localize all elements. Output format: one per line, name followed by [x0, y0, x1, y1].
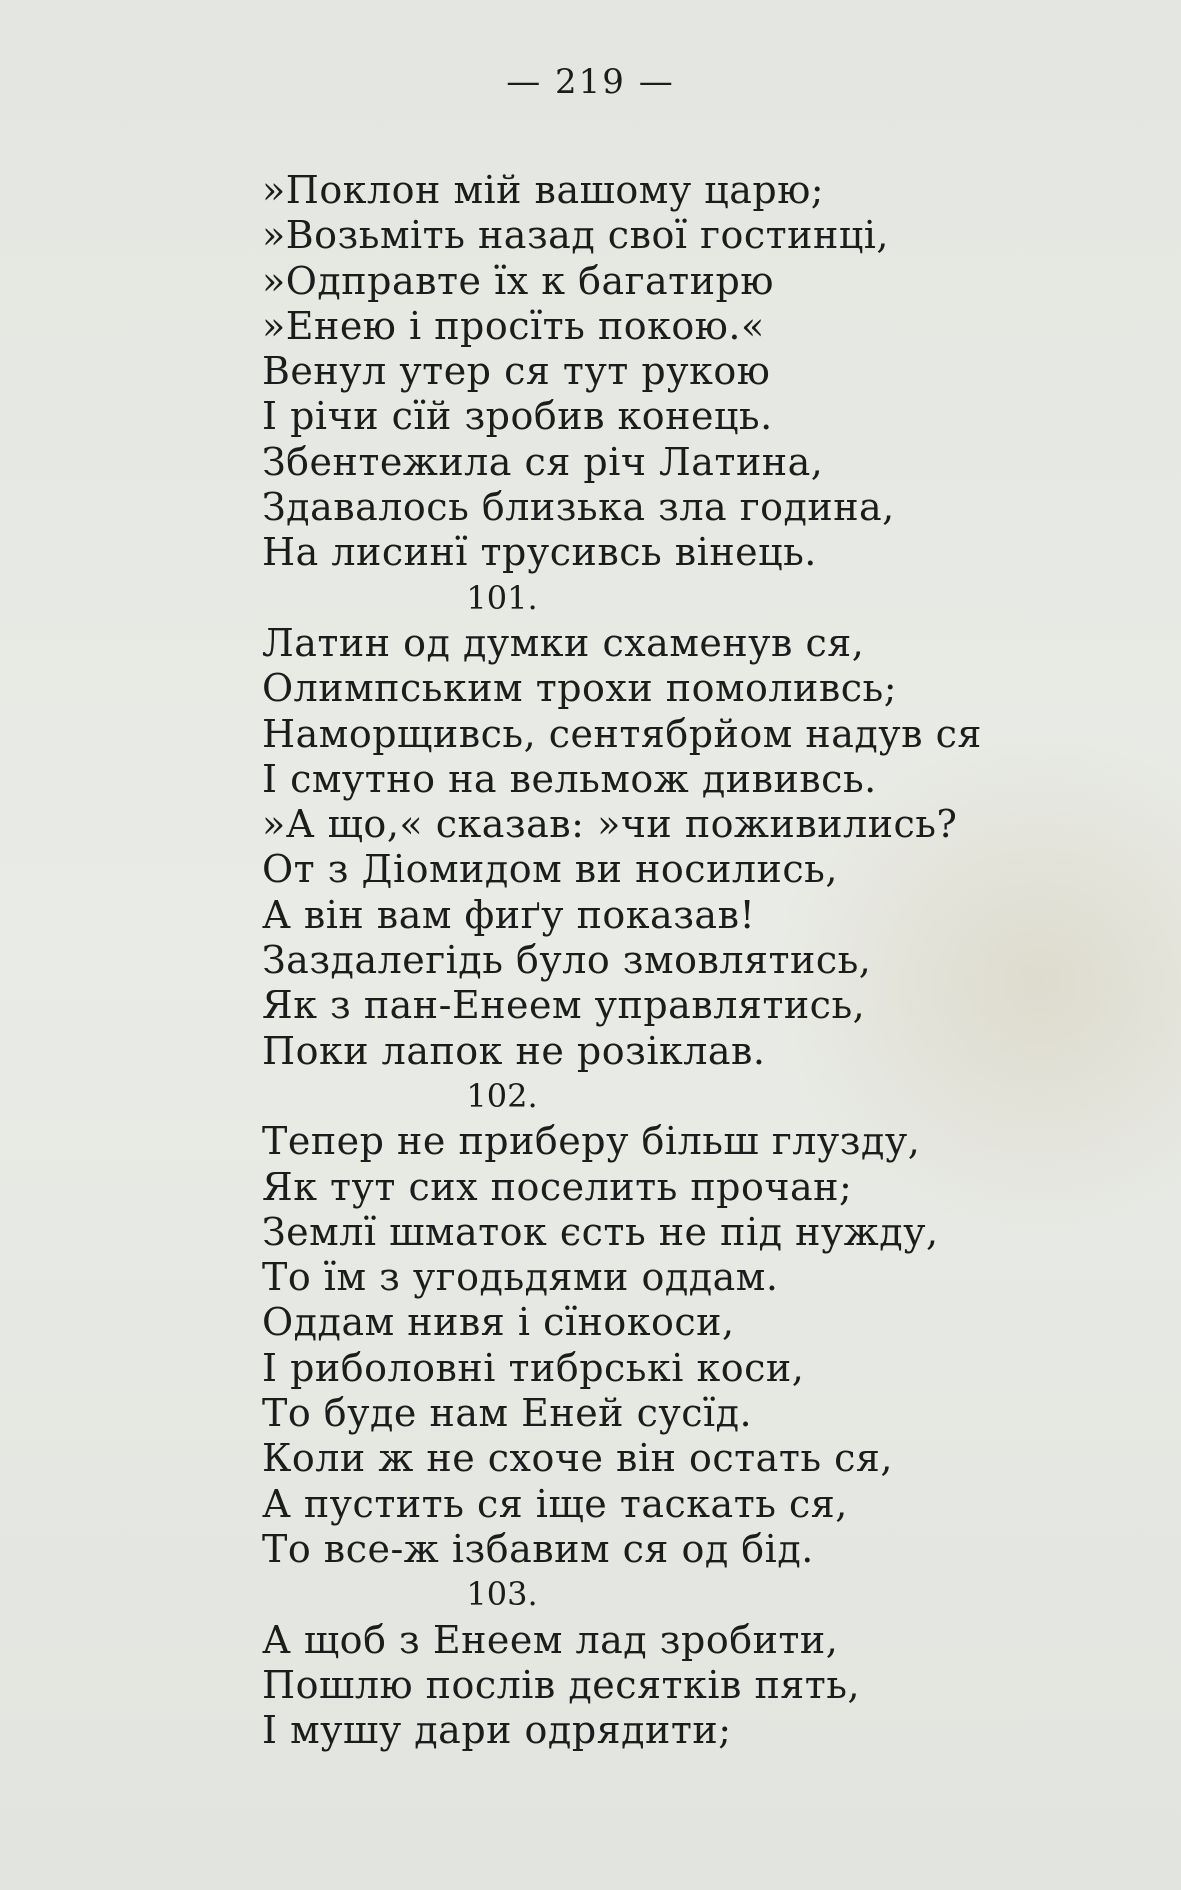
verse-line: Оддам нивя і сїнокоси, [262, 1300, 735, 1345]
verse-line: Збентежила ся річ Латина, [262, 439, 824, 484]
verse-line: На лисинї трусивсь вінець. [262, 530, 817, 575]
verse-line: Олимпським трохи помоливсь; [262, 666, 898, 711]
poem-text [262, 168, 1022, 1753]
verse-line: »Енею і просїть покою.« [262, 303, 765, 348]
verse-line: І риболовні тибрські коси, [262, 1345, 805, 1390]
verse-line: Поки лапок не розіклав. [262, 1028, 766, 1073]
verse-line: »А що,« сказав: »чи поживились? [262, 802, 958, 847]
verse-line: А щоб з Енеем лад зробити, [262, 1617, 839, 1662]
verse-line: То буде нам Еней сусїд. [262, 1391, 753, 1436]
stanza-number: 103. [466, 1575, 538, 1614]
verse-line: Венул утер ся тут рукою [262, 349, 771, 394]
verse-line: Здавалось близька зла година, [262, 485, 895, 530]
stanza-number: 102. [466, 1076, 538, 1115]
verse-line: А він вам фиґу показав! [262, 892, 756, 937]
verse-line: Землї шматок єсть не під нужду, [262, 1209, 939, 1254]
verse-line: Заздалегідь було змовлятись, [262, 938, 872, 983]
verse-line: І мушу дари одрядити; [262, 1708, 732, 1753]
verse-line: І річи сїй зробив конець. [262, 394, 773, 439]
verse-line: Латин од думки схаменув ся, [262, 620, 865, 665]
verse-line: Як з пан-Енеем управлятись, [262, 983, 866, 1028]
verse-line: І смутно на вельмож дививсь. [262, 756, 877, 801]
page-number: — 219 — [506, 62, 675, 102]
verse-line: Наморщивсь, сентябрйом надув ся [262, 711, 982, 756]
verse-line: То їм з угодьдями оддам. [262, 1255, 779, 1300]
verse-line: Тепер не приберу більш глузду, [262, 1119, 921, 1164]
verse-line: Коли ж не схоче він остать ся, [262, 1436, 893, 1481]
verse-line: »Возьміть назад свої гостинці, [262, 213, 890, 258]
verse-line: То все-ж ізбавим ся од бід. [262, 1526, 814, 1571]
verse-line: Пошлю послів десятків пять, [262, 1662, 861, 1707]
verse-line: А пустить ся іще таскать ся, [262, 1481, 848, 1526]
verse-line: »Поклон мій вашому царю; [262, 168, 825, 212]
stanza-number: 101. [466, 578, 538, 617]
verse-line: »Одправте їх к багатирю [262, 258, 774, 303]
verse-line: От з Діомидом ви носились, [262, 847, 838, 892]
verse-line: Як тут сих поселить прочан; [262, 1164, 853, 1209]
